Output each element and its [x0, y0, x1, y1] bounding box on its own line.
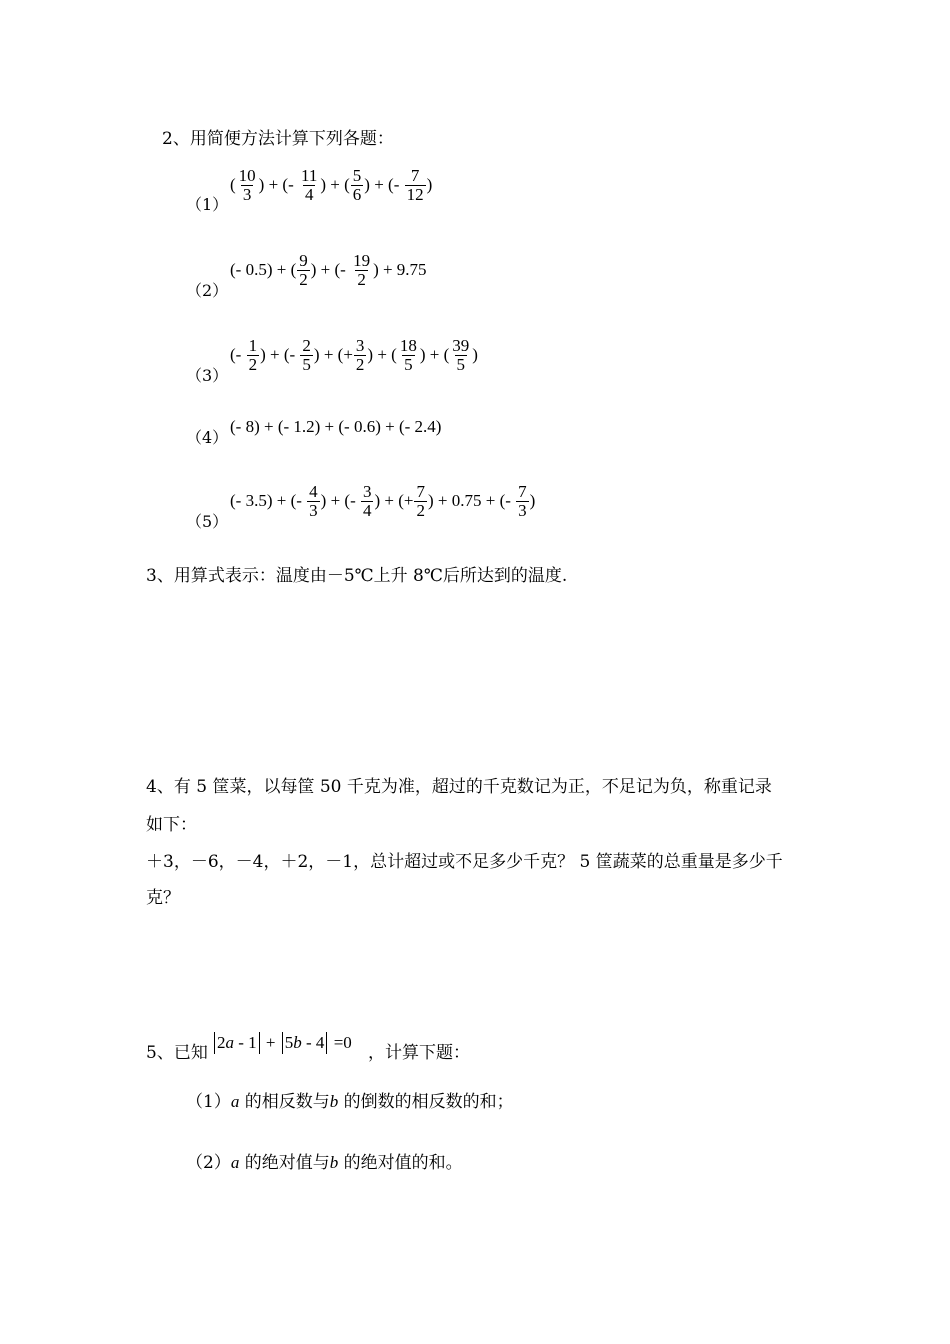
- fraction: $\frac{3}{4}$: [362, 481, 372, 520]
- q5-suffix: ，计算下题：: [368, 1043, 470, 1063]
- q5-sub1-end: 的倒数的相反数的和；: [343, 1092, 514, 1112]
- q5-prefix: 5、已知: [146, 1043, 208, 1063]
- q5-sub2-end: 的绝对值的和。: [343, 1153, 463, 1173]
- q2-item5-expression: (- 3.5) + (- $\frac{4}{3}$ ) + (- $\frac{3}{4}$ ) + (+ $\frac{7}{2}$ ) + 0.75 + (- $\frac{7}{3}$ ): [230, 481, 536, 520]
- variable-a: a: [230, 1153, 240, 1172]
- fraction: $\frac{2}{5}$: [302, 335, 311, 374]
- q2-heading: 2、用简便方法计算下列各题：: [162, 129, 394, 149]
- q2-item2-expression: (- 0.5) + ( $\frac{9}{2}$ ) + (- $\frac{19}{2}$ ) + 9.75: [230, 250, 427, 289]
- q4-line3: ＋3，－6，－4，＋2，－1，总计超过或不足多少千克？ 5 筐蔬菜的总重量是多少千: [146, 852, 783, 872]
- fraction: $\frac{3}{2}$: [355, 335, 365, 374]
- q2-item4-expression: (- 8) + (- 1.2) + (- 0.6) + (- 2.4): [230, 417, 442, 436]
- variable-b: b: [329, 1092, 339, 1111]
- fraction: $\frac{10}{3}$: [238, 165, 256, 204]
- fraction: $\frac{18}{5}$: [399, 335, 417, 374]
- q4-line4: 克？: [146, 888, 180, 908]
- q2-item3-label: （3）: [186, 366, 229, 385]
- q5-sub1-mid: 的相反数与: [244, 1092, 330, 1112]
- fraction: $\frac{7}{3}$: [518, 481, 527, 520]
- fraction: $\frac{39}{5}$: [452, 335, 470, 374]
- fraction: $\frac{7}{2}$: [416, 481, 425, 520]
- fraction: $\frac{11}{4}$: [301, 165, 318, 204]
- q5-sub2-label: （2）: [186, 1153, 231, 1173]
- q5-sub1-label: （1）: [186, 1092, 231, 1112]
- q2-item1-expression: ( $\frac{10}{3}$ ) + (- $\frac{11}{4}$ ) + ( $\frac{5}{6}$ ) + (- $\frac{7}{12}$ ): [230, 165, 433, 204]
- fraction: $\frac{5}{6}$: [352, 165, 362, 204]
- fraction: $\frac{19}{2}$: [353, 250, 371, 289]
- fraction: $\frac{9}{2}$: [299, 250, 308, 289]
- q5-condition-equation: 2 a - 1 + 5 b - 4 =0: [212, 1028, 352, 1058]
- q4-line2: 如下：: [146, 815, 197, 835]
- q2-item1-label: （1）: [186, 195, 229, 214]
- q2-item5-label: （5）: [186, 512, 229, 531]
- q5-sub2: [186, 1152, 463, 1174]
- fraction: $\frac{1}{2}$: [248, 335, 258, 374]
- q3-text: 3、用算式表示：温度由－5℃上升 8℃后所达到的温度.: [146, 566, 568, 586]
- q2-item4-label: （4）: [186, 428, 229, 447]
- q5-sub2-mid: 的绝对值与: [244, 1153, 330, 1173]
- q4-line1: 4、有 5 筐菜，以每筐 50 千克为准，超过的千克数记为正，不足记为负，称重记录: [146, 777, 772, 797]
- fraction: $\frac{4}{3}$: [309, 481, 318, 520]
- fraction: $\frac{7}{12}$: [406, 165, 424, 204]
- q2-item2-label: （2）: [186, 281, 229, 300]
- variable-b: b: [329, 1153, 339, 1172]
- variable-a: a: [230, 1092, 240, 1111]
- q2-item3-expression: (- $\frac{1}{2}$ ) + (- $\frac{2}{5}$ ) + (+ $\frac{3}{2}$ ) + ( $\frac{18}{5}$ ) + ( $\frac{39}{5}$ ): [230, 335, 478, 374]
- q5-sub1: [186, 1091, 514, 1113]
